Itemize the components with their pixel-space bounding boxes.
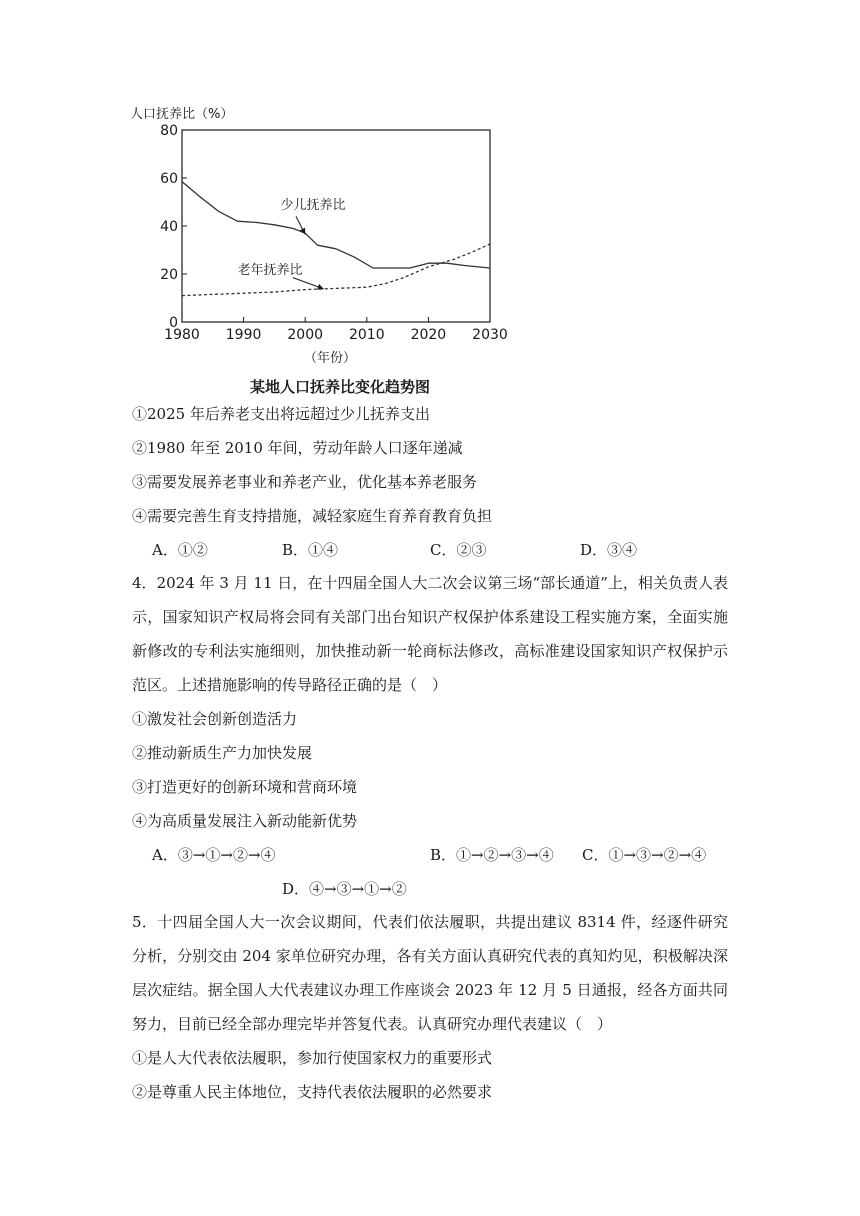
q3-option-b: B．①④ [282,541,339,559]
q4-option-d: D．④→③→①→② [282,880,407,898]
chart-svg [120,100,520,400]
q4-option-b: B．①→②→③→④ [430,846,554,864]
q4-item-4: ④为高质量发展注入新动能新优势 [132,812,358,830]
q3-item-2: ②1980 年至 2010 年间，劳动年龄人口逐年递减 [132,439,463,457]
q3-option-c: C．②③ [430,541,487,559]
q4-stem: 4．2024 年 3 月 11 日，在十四届全国人大二次会议第三场“部长通道”上，相关负责人表示，国家知识产权局将会同有关部门出台知识产权保护体系建设工程实施方案，全面实施新修改的专利法实施细则，加快推动新一轮商标法修改，高标准建设国家知识产权保护示范区。上述措施影响的传导路径正确的是（ ） [132,574,728,694]
dependency-ratio-chart [120,100,520,400]
y-tick-label-40: 40 [160,219,178,235]
q5-item-2: ②是尊重人民主体地位，支持代表依法履职的必然要求 [132,1083,493,1101]
y-tick-label-80: 80 [160,123,178,139]
x-tick-label-1990: 1990 [225,327,262,343]
x-tick-label-1980: 1980 [164,327,200,343]
x-tick-label-2030: 2030 [472,327,508,343]
x-tick-label-2020: 2020 [410,327,447,343]
q5-item-1: ①是人大代表依法履职，参加行使国家权力的重要形式 [132,1049,493,1067]
q3-option-d: D．③④ [580,541,638,559]
chart-title: 某地人口抚养比变化趋势图 [249,378,431,396]
q4-option-c: C．①→③→②→④ [582,846,707,864]
y-axis-label: 人口抚养比（%） [130,107,234,122]
y-tick-label-20: 20 [160,267,178,283]
y-tick-label-60: 60 [160,171,178,187]
y-tick-label-0: 0 [169,315,178,331]
x-axis-label: （年份） [303,351,357,366]
q3-option-a: A．①② [152,541,208,559]
series-annotation-2: 老年抚养比 [237,263,303,278]
q4-item-1: ①激发社会创新创造活力 [132,710,298,728]
series-line-2 [182,244,490,296]
q4-item-3: ③打造更好的创新环境和营商环境 [132,778,358,796]
series-annotation-1: 少儿抚养比 [280,198,346,214]
q3-item-1: ①2025 年后养老支出将远超过少儿抚养支出 [132,405,430,423]
x-tick-label-2010: 2010 [348,327,385,343]
series-line-1 [182,182,490,268]
q4-option-a: A．③→①→②→④ [152,846,276,864]
x-tick-label-2000: 2000 [287,327,324,343]
q4-item-2: ②推动新质生产力加快发展 [132,744,313,762]
q5-stem: 5．十四届全国人大一次会议期间，代表们依法履职，共提出建议 8314 件，经逐件研究分析，分别交由 204 家单位研究办理，各有关方面认真研究代表的真知灼见，积极解决深层次症结。据全国人大代表建议办理工作座谈会 2023 年 12 月 5 日通报，经各方面共同努力，目前已经全部办理完毕并答复代表。认真研究办理代表建议（ ） [132,913,728,1033]
q3-item-4: ④需要完善生育支持措施，减轻家庭生育养育教育负担 [132,507,493,525]
q3-item-3: ③需要发展养老事业和养老产业，优化基本养老服务 [132,473,478,491]
